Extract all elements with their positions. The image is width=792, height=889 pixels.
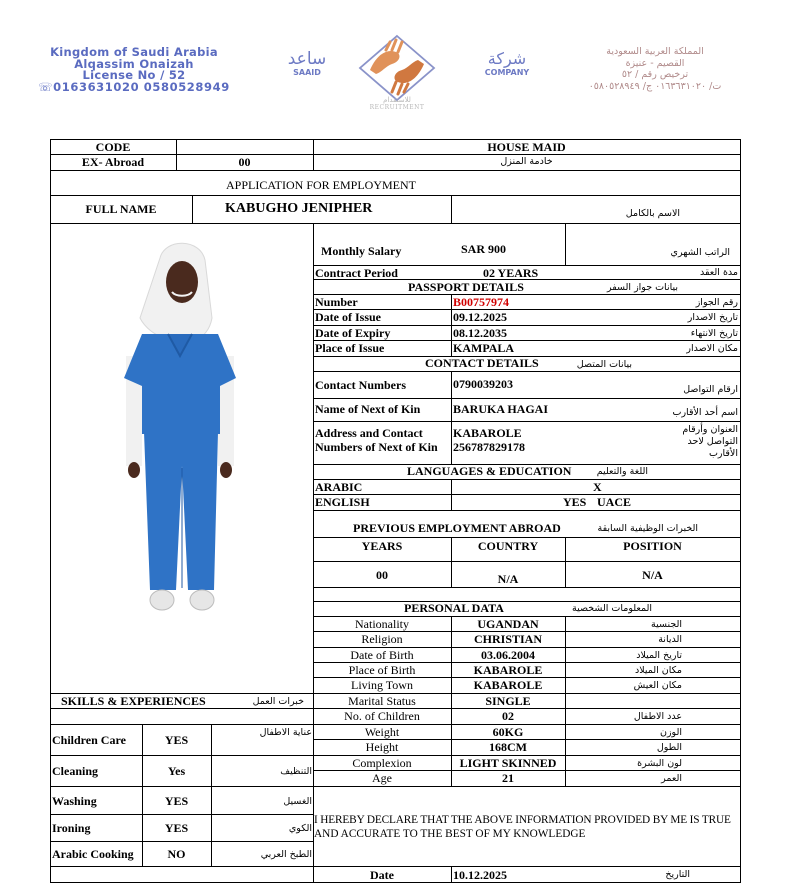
personal-nationality-value: UGANDAN [477,617,539,631]
personal-no-of-children-label: No. of Children [344,709,420,723]
personal-complexion-arabic: لون البشرة [637,758,682,769]
previous-employment-title: PREVIOUS EMPLOYMENT ABROAD [353,521,561,535]
personal-nationality-arabic: الجنسية [651,619,682,630]
full-name-arabic: الاسم بالكامل [625,208,680,219]
contract-label: Contract Period [315,266,398,280]
languages-title-arabic: اللغة والتعليم [596,466,648,477]
personal-age-label: Age [372,771,392,785]
personal-height-arabic: الطول [656,742,682,753]
contact-numbers-label: Contact Numbers [315,378,406,392]
personal-living-town-value: KABAROLE [473,678,543,692]
passport-place-arabic: مكان الاصدار [686,343,738,354]
personal-data-title-arabic: المعلومات الشخصية [572,603,652,614]
kin-address-value: KABAROLE [453,426,522,440]
contract-value: 02 YEARS [483,266,539,280]
kin-phone-value: 256787829178 [453,440,525,454]
salary-label: Monthly Salary [321,244,402,258]
personal-weight-arabic: الوزن [659,727,682,738]
country-column-header: COUNTRY [477,539,539,553]
skill-cleaning-value: Yes [167,764,186,778]
full-name-label: FULL NAME [85,202,157,216]
declaration-line1: I HEREBY DECLARE THAT THE ABOVE INFORMATION PROVIDED BY ME IS TRUE [314,814,731,826]
full-name-value: KABUGHO JENIPHER [225,201,373,216]
application-title: APPLICATION FOR EMPLOYMENT [225,178,416,192]
brand-left [282,50,332,77]
passport-expiry-label: Date of Expiry [315,326,391,340]
personal-date-of-birth-label: Date of Birth [350,648,414,662]
personal-data-title: PERSONAL DATA [404,601,504,615]
personal-age-arabic: العمر [661,773,682,784]
skill-children-care-label: Children Care [52,733,126,747]
personal-religion-arabic: الديانة [658,634,682,645]
date-label: Date [370,868,394,882]
contact-title: CONTACT DETAILS [425,356,539,370]
personal-religion-label: Religion [361,632,403,646]
personal-date-of-birth-arabic: تاريخ الميلاد [636,650,682,661]
phone-line: ☏0163631020 0580528949 [38,79,230,94]
next-of-kin-label: Name of Next of Kin [315,402,421,416]
kin-address-arabic-line1: العنوان وأرقام [682,424,738,435]
passport-number-label: Number [315,295,358,309]
arabic-language-value: X [593,480,602,494]
personal-place-of-birth-arabic: مكان الميلاد [634,665,682,676]
brand-tag-arabic: للاستقدام [383,96,411,104]
contact-numbers-value: 0790039203 [453,377,513,391]
license-line-ar: ترخيص رقم / ٥٢ [621,69,689,80]
brand-right [478,50,536,77]
position-column-header: POSITION [623,539,682,553]
personal-complexion-label: Complexion [352,756,412,770]
license-line: License No / 52 [82,68,186,82]
personal-height-label: Height [365,740,399,754]
ex-abroad-label: EX- Abroad [81,155,145,169]
passport-issue-value: 09.12.2025 [453,310,507,324]
applicant-photo-image [110,238,250,623]
passport-place-value: KAMPALA [453,341,515,355]
skill-children-care-value: YES [164,733,189,747]
skill-arabic-cooking-label: Arabic Cooking [52,847,134,861]
passport-number-value: B00757974 [453,295,510,309]
personal-living-town-label: Living Town [351,678,413,692]
personal-marital-status-value: SINGLE [485,694,531,708]
kin-address-label-line1: Address and Contact [315,426,423,440]
country-line-ar: المملكة العربية السعودية [606,46,704,57]
brand-right-arabic: شركة [487,49,527,68]
personal-place-of-birth-label: Place of Birth [348,663,416,677]
kin-address-arabic-line2: التواصل لاحد [687,436,738,447]
passport-issue-label: Date of Issue [315,310,381,324]
salary-arabic: الراتب الشهري [670,247,730,258]
declaration-line2: AND ACCURATE TO THE BEST OF MY KNOWLEDGE [314,828,586,840]
phone-line-ar: ت/ ٠١٦٣٦٣١٠٢٠ ج/ ٠٥٨٠٥٢٨٩٤٩ [588,80,722,92]
phone-icon: ☏ [38,79,54,94]
personal-nationality-label: Nationality [355,617,409,631]
personal-complexion-value: LIGHT SKINNED [459,756,557,770]
personal-height-value: 168CM [489,740,527,754]
next-of-kin-value: BARUKA HAGAI [453,402,549,416]
previous-country-value: N/A [497,572,519,586]
salary-value: SAR 900 [461,242,507,256]
date-arabic: التاريخ [665,869,690,880]
skill-washing-arabic: الغسيل [283,796,312,807]
contract-arabic: مدة العقد [700,267,738,278]
skill-washing-label: Washing [52,794,97,808]
ex-abroad-value: 00 [238,155,251,169]
company-info-english [14,47,254,93]
skill-cleaning-arabic: التنظيف [280,766,312,777]
passport-number-arabic: رقم الجواز [695,297,738,308]
next-of-kin-arabic: اسم أحد الأقارب [672,407,738,418]
contact-title-arabic: بيانات المتصل [576,359,632,370]
personal-weight-label: Weight [364,725,400,739]
personal-no-of-children-value: 02 [502,709,514,723]
skill-washing-value: YES [164,794,189,808]
company-info-arabic [560,46,750,92]
arabic-language-label: ARABIC [315,480,363,494]
education-value: UACE [597,495,632,509]
kin-address-label-line2: Numbers of Next of Kin [315,440,438,454]
personal-marital-status-label: Marital Status [348,694,416,708]
brand-right-english: COMPANY [484,68,530,77]
city-line: Alqassim Onaizah [74,56,194,71]
city-line-ar: القصيم - عنيزة [625,57,685,69]
skill-ironing-value: YES [164,821,189,835]
country-line: Kingdom of Saudi Arabia [50,45,218,59]
years-column-header: YEARS [361,539,403,553]
skill-ironing-label: Ironing [52,821,91,835]
personal-place-of-birth-value: KABAROLE [473,663,543,677]
brand-left-arabic: ساعد [287,49,327,69]
personal-living-town-arabic: مكان العيش [633,680,682,691]
personal-date-of-birth-value: 03.06.2004 [481,648,535,662]
skill-arabic-cooking-arabic: الطبخ العربي [260,849,312,860]
previous-years-value: 00 [376,568,388,582]
personal-religion-value: CHRISTIAN [473,632,542,646]
date-value: 10.12.2025 [453,868,507,882]
skill-ironing-arabic: الكوي [288,823,312,834]
passport-title: PASSPORT DETAILS [408,280,524,294]
skill-cleaning-label: Cleaning [52,764,99,778]
kin-address-arabic-line3: الأقارب [708,448,738,459]
skill-arabic-cooking-value: NO [167,847,186,861]
previous-position-value: N/A [642,568,663,582]
passport-issue-arabic: تاريخ الاصدار [687,312,738,323]
personal-no-of-children-arabic: عدد الاطفال [633,711,682,722]
passport-place-label: Place of Issue [315,341,385,355]
passport-expiry-value: 08.12.2035 [453,326,507,340]
skills-title-arabic: خبرات العمل [252,696,304,707]
english-language-value: YES [563,495,587,509]
position-arabic: خادمة المنزل [500,156,553,167]
skills-title: SKILLS & EXPERIENCES [61,694,206,708]
applicant-photo [110,238,250,623]
brand-tag-english: RECRUITMENT [369,104,425,111]
passport-expiry-arabic: تاريخ الانتهاء [690,328,738,339]
skill-children-care-arabic: عناية الاطفال [259,727,312,738]
code-label: CODE [95,140,131,154]
position-english: HOUSE MAID [487,140,566,154]
previous-employment-title-arabic: الخبرات الوظيفية السابقة [597,523,698,534]
brand-left-english: SAAID [293,68,321,77]
languages-title: LANGUAGES & EDUCATION [407,464,572,478]
contact-numbers-arabic: ارقام التواصل [683,384,738,395]
english-language-label: ENGLISH [315,495,370,509]
company-logo [356,34,438,112]
passport-title-arabic: بيانات جواز السفر [607,282,678,293]
personal-age-value: 21 [502,771,514,785]
personal-weight-value: 60KG [492,725,524,739]
